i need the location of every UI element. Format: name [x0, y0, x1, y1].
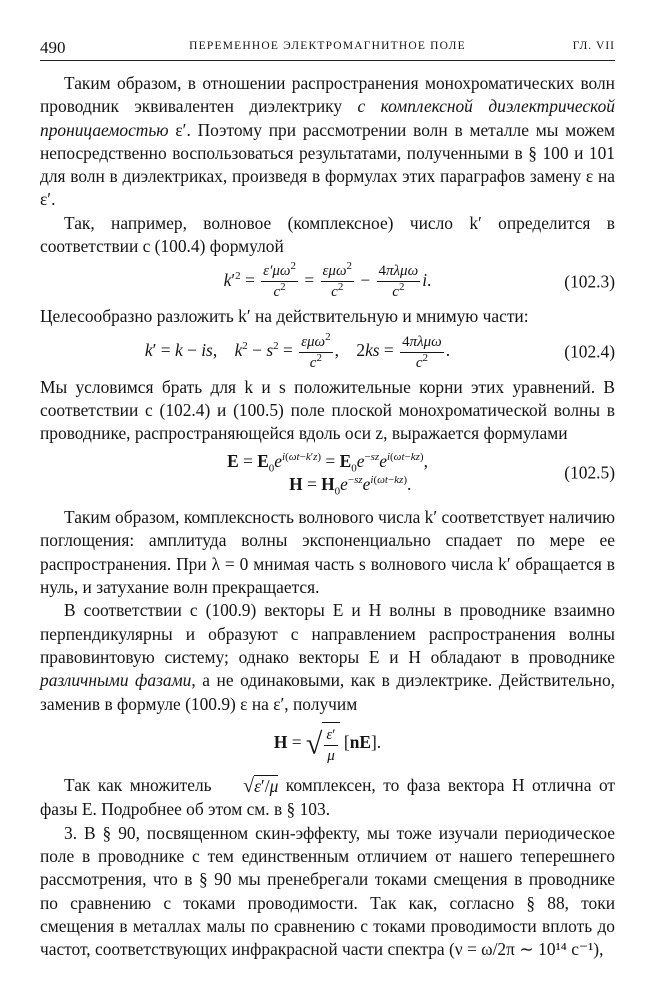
para6-italic: различными фазами — [40, 670, 192, 691]
para1-text-c: ε′. Поэтому при рассмотрении волн в металле мы можем непосредственно воспользоваться результатами, полученными в § 100 и 101 для волн в диэлектриках, произведя в формулах этих параграфов замену ε на ε′. — [40, 119, 615, 210]
chapter-label: ГЛ. VII — [572, 40, 615, 52]
formula-102-3: $k'^2$ = $\frac{\varepsilon'\mu\omega^2}{c^2}$ = $\frac{\varepsilon\mu\omega^2}{c^2}$ − $\frac{\text{4πλμω}}{c^2}$ i. — [223, 260, 432, 301]
para7-text-a: Так как множитель — [64, 774, 220, 795]
para1-italic: с комплексной диэлектрической проницаемостью — [40, 96, 615, 140]
equation-102-3 — [40, 261, 615, 302]
paragraph-7 — [40, 774, 615, 822]
page-number: 490 — [40, 38, 66, 57]
paragraph-8: 3. В § 90, посвященном скин-эффекту, мы тоже изучали периодическое поле в проводнике с тем единственным отличием от нашего теперешнего рассмотрения, что в § 90 мы пренебрегали токами смещения в проводнике по сравнению с токами проводимости. Так как, согласно § 88, токи смещения в металлах малы по сравнению с токами проводимости вплоть до частот, соответствующих инфракрасной части спектра (ν = ω/2π ∼ 10¹⁴ с⁻¹), — [40, 822, 615, 960]
equation-102-5 — [40, 450, 615, 497]
para1-text-a: Таким образом, в отношении распространения монохроматических волн проводник эквивалентен диэлектрику — [40, 73, 615, 117]
formula-h-field: H = √ $\frac{\varepsilon'}{\mu}$ [nE]. — [274, 732, 381, 752]
running-title: ПЕРЕМЕННОЕ ЭЛЕКТРОМАГНИТНОЕ ПОЛЕ — [189, 40, 466, 52]
paragraph-6 — [40, 599, 615, 715]
para6-text-a: В соответствии с (100.9) векторы E и H волны в проводнике взаимно перпендикулярны и образуют с направлением распространения волны правовинтовую систему; однако векторы E и H обладают в проводнике — [40, 600, 615, 667]
sqrt-eps-mu: √ε′/μ — [243, 775, 279, 798]
equation-h-field — [40, 722, 615, 766]
equation-102-4 — [40, 332, 615, 373]
running-header — [40, 38, 615, 61]
paragraph-5: Таким образом, комплексность волнового числа k′ соответствует наличию поглощения: амплитуда волны экспоненциально спадает по мере ее распространения. При λ = 0 мнимая часть s волнового числа k′ обращается в нуль, и затухание волн прекращается. — [40, 507, 615, 598]
para6-text-c: , а не одинаковыми, как в диэлектрике. Действительно, заменив в формуле (100.9) ε на ε′, получим — [40, 670, 615, 714]
paragraph-1 — [40, 72, 615, 212]
equation-number: (102.4) — [564, 341, 615, 362]
formula-102-4: k′ = k − is, $k^2 - s^2$ = $\frac{\varepsilon\mu\omega^2}{c^2}$ , 2ks = $\frac{\text{4πλμω}}{c^2}$ . — [144, 330, 451, 371]
paragraph-4: Мы условимся брать для k и s положительные корни этих уравнений. В соответствии с (102.4) и (100.5) поле плоской монохроматической волны в проводнике, распространяющейся вдоль оси z, выражается формулами — [40, 376, 615, 444]
equation-number: (102.3) — [564, 271, 615, 292]
formula-102-5: $E = E_0e^{i(\omega t-k'z)} = E_0e^{-sz}e^{i(\omega t-kz)}$, $H = H_0e^{-sz}e^{i(\omega t-kz)}$. — [227, 450, 428, 498]
equation-number: (102.5) — [564, 462, 615, 483]
paragraph-3: Целесообразно разложить k′ на действительную и мнимую части: — [40, 306, 529, 327]
paragraph-2: Так, например, волновое (комплексное) число k′ определится в соответствии с (100.4) формулой — [40, 212, 615, 257]
body-text — [40, 72, 615, 962]
para7-text-b: комплексен, то фаза вектора H отлична от фазы E. Подробнее об этом см. в § 103. — [40, 774, 616, 820]
